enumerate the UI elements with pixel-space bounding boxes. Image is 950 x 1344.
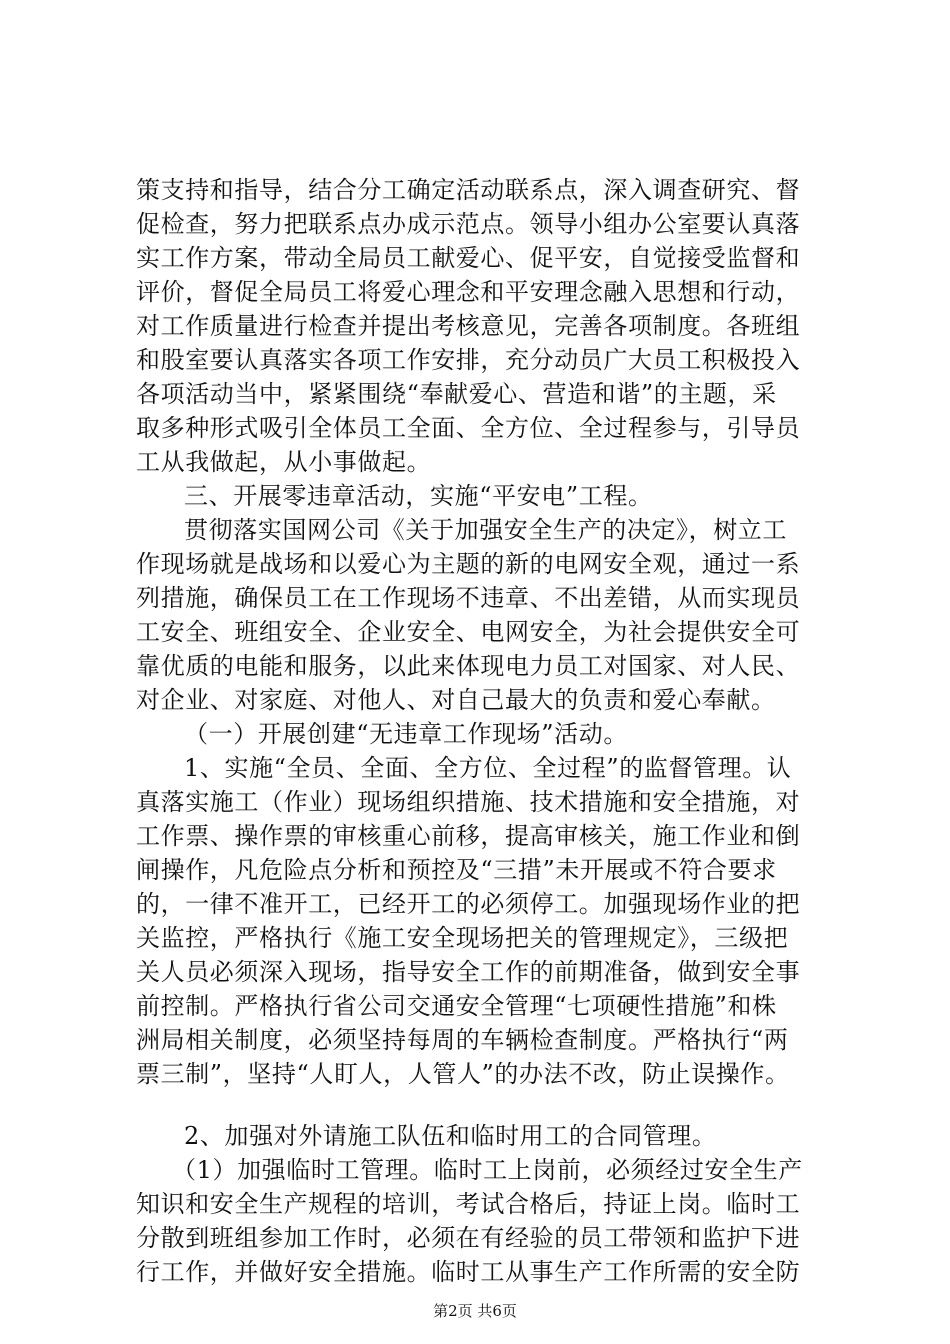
text-line: 作现场就是战场和以爱心为主题的新的电网安全观，通过一系: [136, 550, 801, 578]
text-line: 1、实施“全员、全面、全方位、全过程”的监督管理。认: [184, 754, 792, 782]
text-line: 评价，督促全局员工将爱心理念和平安理念融入思想和行动，: [136, 278, 801, 306]
text-line: 靠优质的电能和服务，以此来体现电力员工对国家、对人民、: [136, 652, 801, 680]
text-line: 对企业、对家庭、对他人、对自己最大的负责和爱心奉献。: [136, 686, 776, 714]
text-line: 分散到班组参加工作时，必须在有经验的员工带领和监护下进: [136, 1224, 801, 1252]
text-line: 策支持和指导，结合分工确定活动联系点，深入调查研究、督: [136, 176, 801, 204]
text-line: 2、加强对外请施工队伍和临时用工的合同管理。: [184, 1122, 717, 1150]
page-footer: 第2页 共6页: [433, 1302, 517, 1320]
text-line: 列措施，确保员工在工作现场不违章、不出差错，从而实现员: [136, 584, 801, 612]
text-line: 前控制。严格执行省公司交通安全管理“七项硬性措施”和株: [136, 992, 777, 1020]
text-line: 洲局相关制度，必须坚持每周的车辆检查制度。严格执行“两: [136, 1026, 789, 1054]
text-line: 票三制”，坚持“人盯人，人管人”的办法不改，防止误操作。: [136, 1060, 790, 1088]
text-line: 贯彻落实国网公司《关于加强安全生产的决定》，树立工: [184, 516, 787, 544]
text-line: （1）加强临时工管理。临时工上岗前，必须经过安全生产: [172, 1156, 803, 1184]
text-line: 促检查，努力把联系点办成示范点。领导小组办公室要认真落: [136, 210, 801, 238]
section-heading: 三、开展零违章活动，实施“平安电”工程。: [184, 482, 653, 510]
text-line: 的，一律不准开工，已经开工的必须停工。加强现场作业的把: [136, 890, 801, 918]
text-line: 取多种形式吸引全体员工全面、全方位、全过程参与，引导员: [136, 414, 801, 442]
text-line: 工安全、班组安全、企业安全、电网安全，为社会提供安全可: [136, 618, 801, 646]
text-line: 关人员必须深入现场，指导安全工作的前期准备，做到安全事: [136, 958, 801, 986]
text-line: 关监控，严格执行《施工安全现场把关的管理规定》，三级把: [136, 924, 789, 952]
text-line: 真落实施工（作业）现场组织措施、技术措施和安全措施，对: [136, 788, 801, 816]
text-line: 和股室要认真落实各项工作安排，充分动员广大员工积极投入: [136, 346, 801, 374]
text-line: 实工作方案，带动全局员工献爱心、促平安，自觉接受监督和: [136, 244, 801, 272]
text-line: 工从我做起，从小事做起。: [136, 448, 432, 476]
text-line: 知识和安全生产规程的培训，考试合格后，持证上岗。临时工: [136, 1190, 801, 1218]
text-line: 闸操作，凡危险点分析和预控及“三措”未开展或不符合要求: [136, 856, 777, 884]
subsection-heading: （一）开展创建“无违章工作现场”活动。: [184, 720, 628, 748]
text-line: 各项活动当中，紧紧围绕“奉献爱心、营造和谐”的主题，采: [136, 380, 777, 408]
text-line: 行工作，并做好安全措施。临时工从事生产工作所需的安全防: [136, 1258, 801, 1286]
text-line: 对工作质量进行检查并提出考核意见，完善各项制度。各班组: [136, 312, 801, 340]
text-line: 工作票、操作票的审核重心前移，提高审核关，施工作业和倒: [136, 822, 801, 850]
